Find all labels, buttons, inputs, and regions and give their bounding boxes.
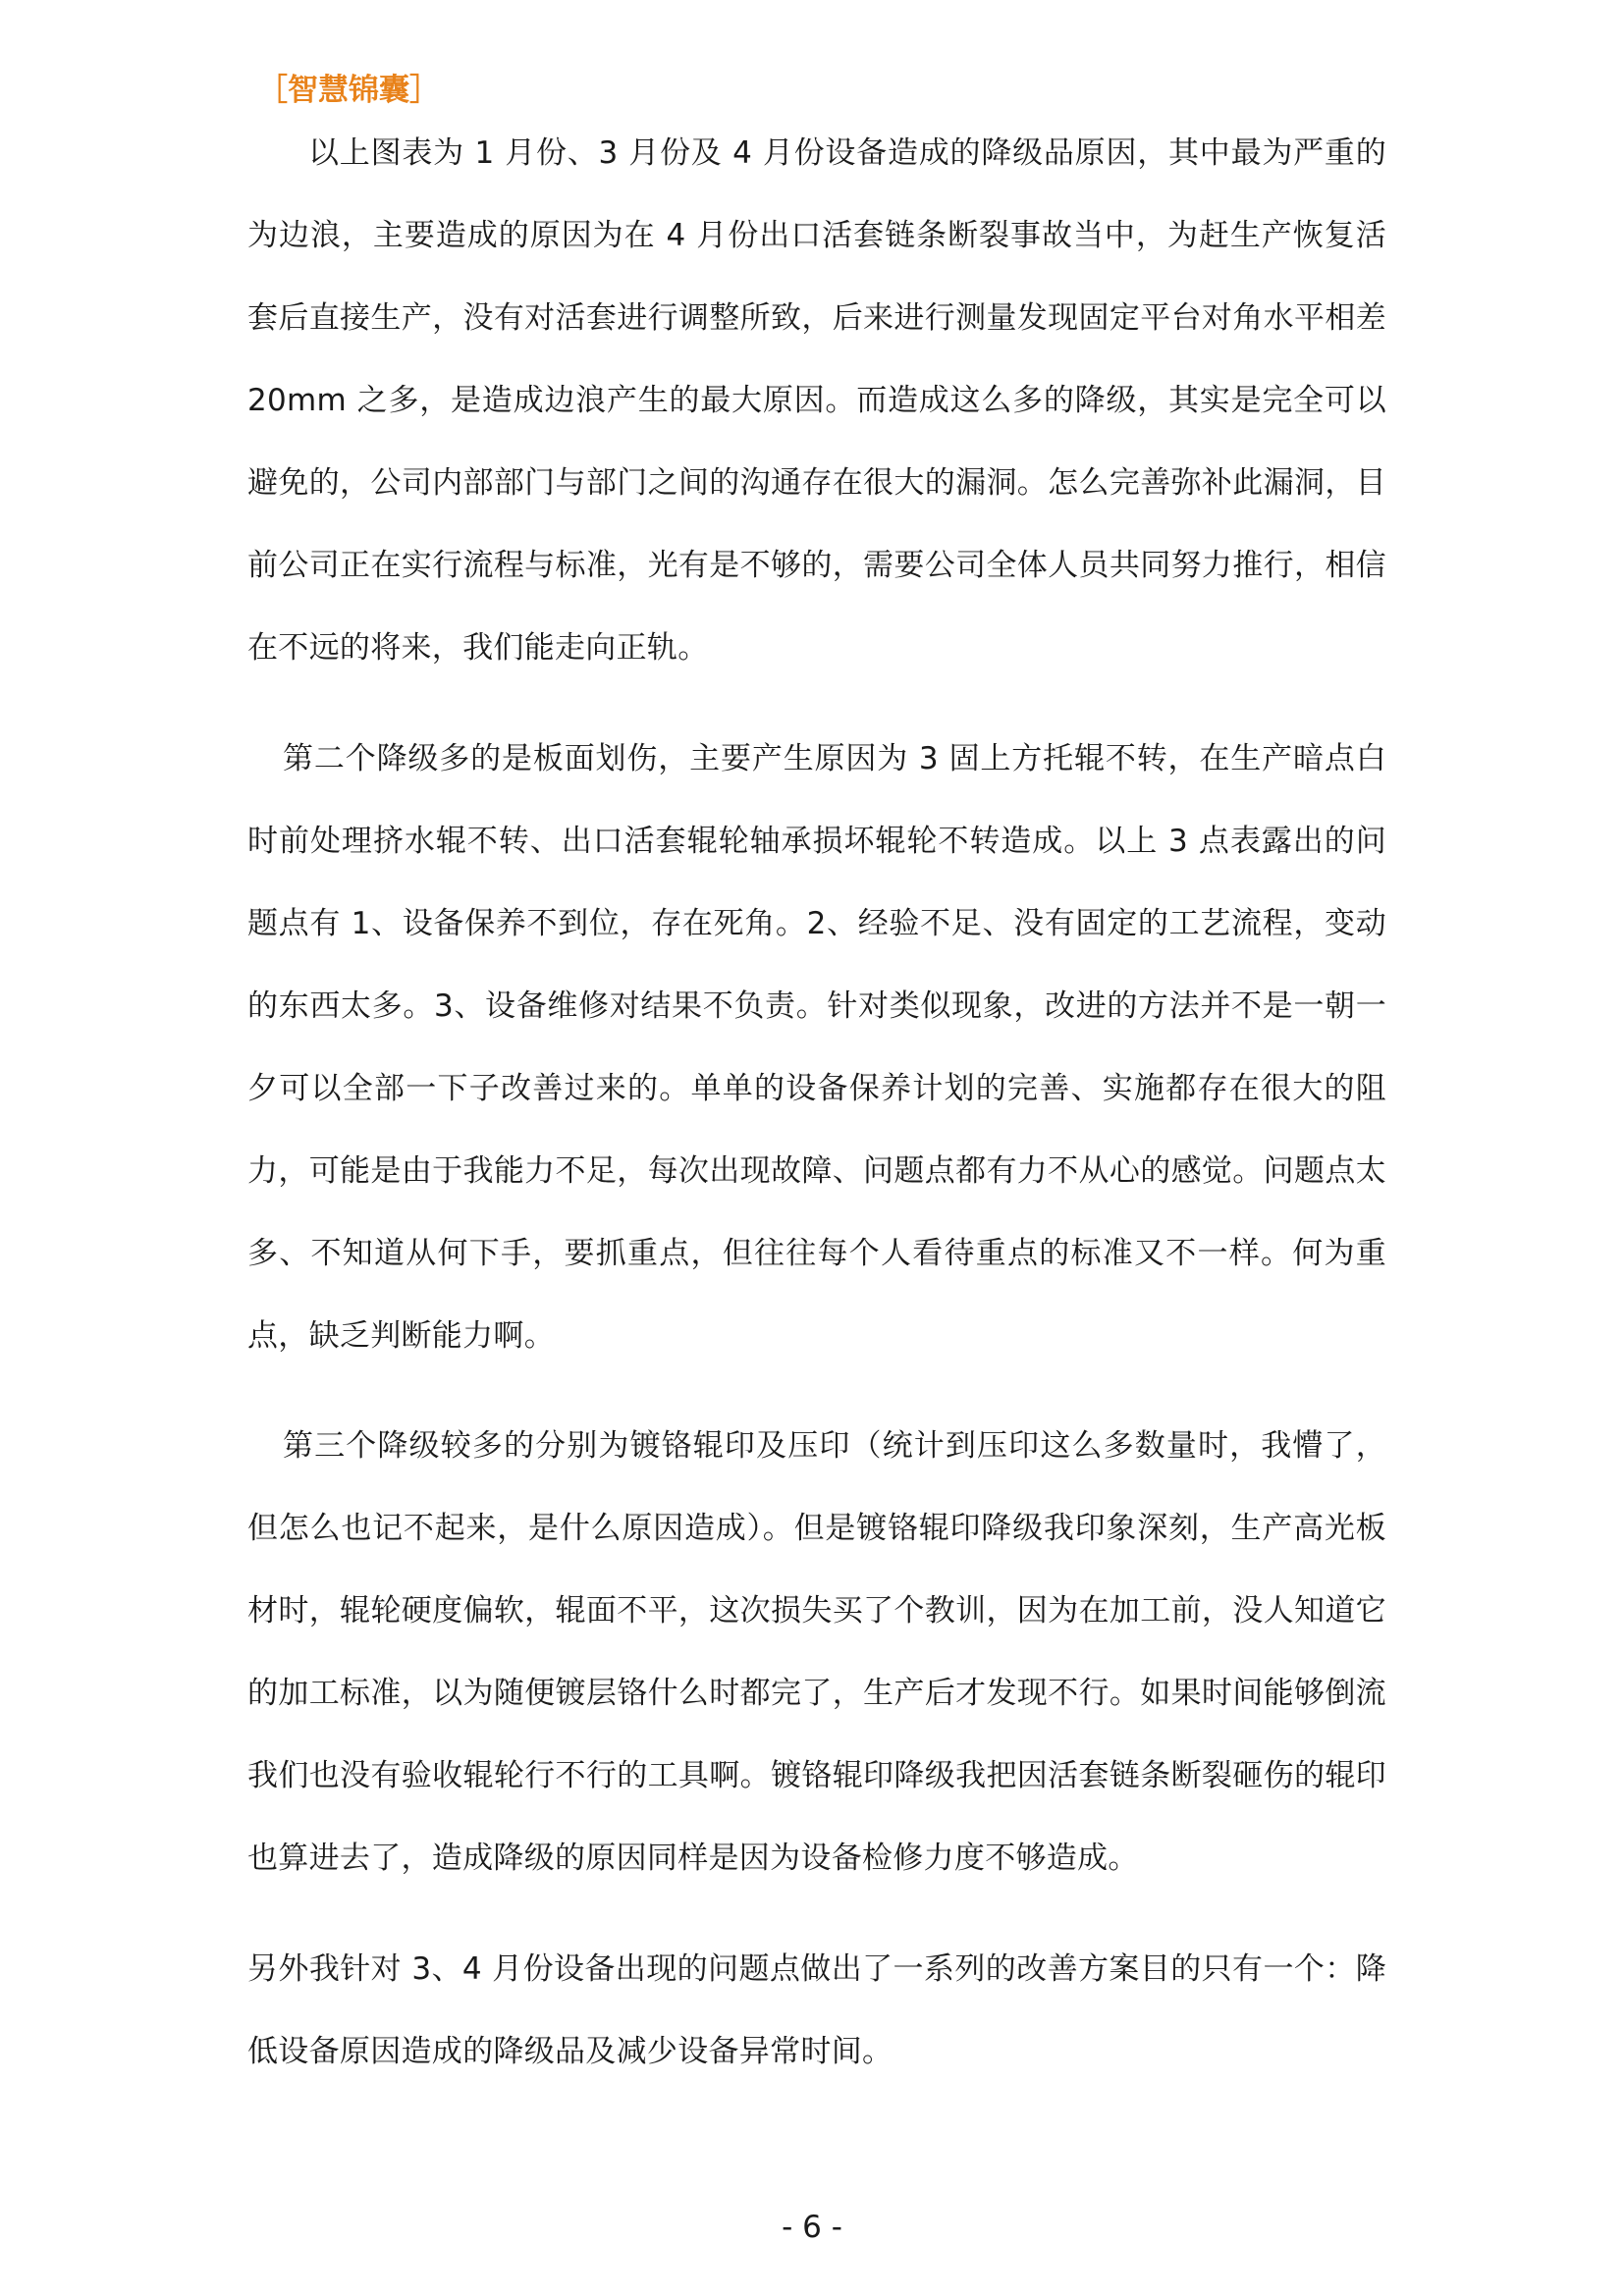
paragraph-3: 第三个降级较多的分别为镀铬辊印及压印（统计到压印这么多数量时，我懵了，但怎么也记不起来，是什么原因造成）。但是镀铬辊印降级我印象深刻，生产高光板材时，辊轮硬度偏软，辊面不平，这次损失买了个教训，因为在加工前，没人知道它的加工标准，以为随便镀层铬什么时都完了，生产后才发现不行。如果时间能够倒流我们也没有验收辊轮行不行的工具啊。镀铬辊印降级我把因活套链条断裂砸伤的辊印也算进去了，造成降级的原因同样是因为设备检修力度不够造成。 — [247, 1428, 1386, 1876]
page-number: - 6 - — [782, 2210, 842, 2245]
section-tag: ［智慧锦囊］ — [257, 73, 440, 108]
paragraph-2: 第二个降级多的是板面划伤，主要产生原因为 3 固上方托辊不转，在生产暗点白时前处理挤水辊不转、出口活套辊轮轴承损坏辊轮不转造成。以上 3 点表露出的问题点有 1、设备保养不到位，存在死角。2、经验不足、没有固定的工艺流程，变动的东西太多。3、设备维修对结果不负责。针对类似现象，改进的方法并不是一朝一夕可以全部一下子改善过来的。单单的设备保养计划的完善、实施都存在很大的阻力，可能是由于我能力不足，每次出现故障、问题点都有力不从心的感觉。问题点太多、不知道从何下手，要抓重点，但往往每个人看待重点的标准又不一样。何为重点，缺乏判断能力啊。 — [247, 741, 1386, 1354]
paragraph-4: 另外我针对 3、4 月份设备出现的问题点做出了一系列的改善方案目的只有一个：降低设备原因造成的降级品及减少设备异常时间。 — [247, 1951, 1386, 2069]
paragraph-1: 以上图表为 1 月份、3 月份及 4 月份设备造成的降级品原因，其中最为严重的为边浪，主要造成的原因为在 4 月份出口活套链条断裂事故当中，为赶生产恢复活套后直接生产，没有对活套进行调整所致，后来进行测量发现固定平台对角水平相差 20mm 之多，是造成边浪产生的最大原因。而造成这么多的降级，其实是完全可以避免的，公司内部部门与部门之间的沟通存在很大的漏洞。怎么完善弥补此漏洞，目前公司正在实行流程与标准，光有是不够的，需要公司全体人员共同努力推行，相信在不远的将来，我们能走向正轨。 — [247, 135, 1386, 666]
